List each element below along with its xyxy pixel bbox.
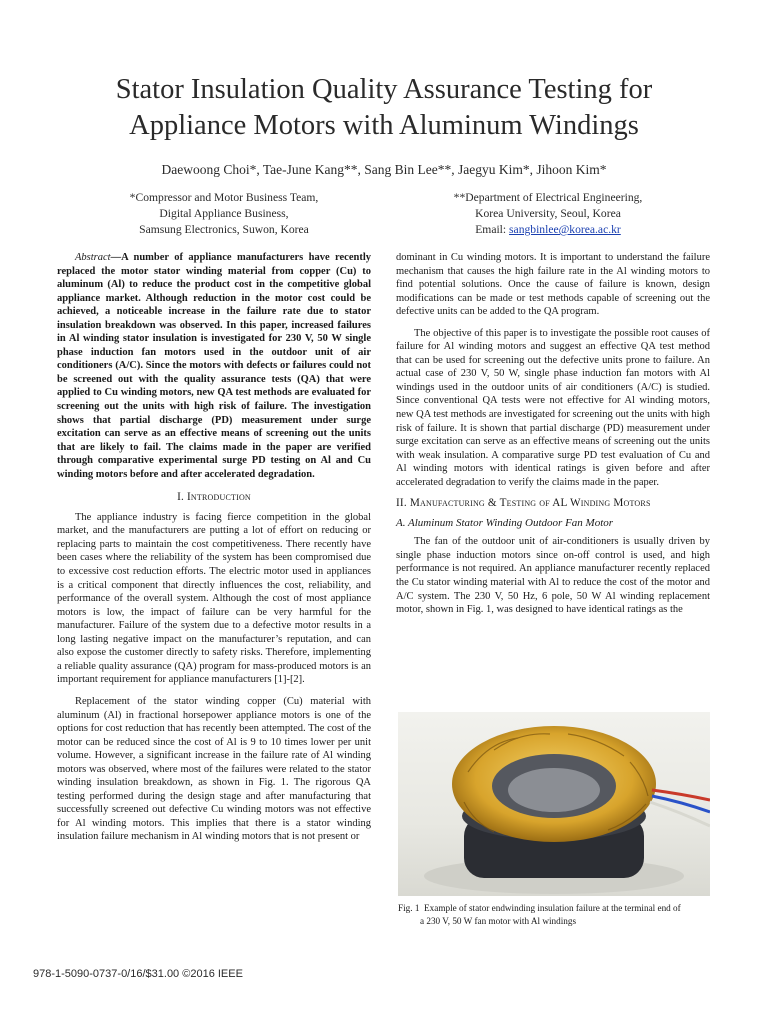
paragraph-continued: dominant in Cu winding motors. It is important to understand the failure mechanism that causes the high failure rate in the Al winding motors to find potential solutions. Once the cause of failure is known, design modifications can be made or test methods capable of screening out the defective units can be added to the QA program. [396, 252, 710, 318]
caption-line-2: a 230 V, 50 W fan motor with Al windings [420, 915, 577, 926]
affiliation-line: Digital Appliance Business, [159, 207, 289, 220]
abstract-dash: — [110, 252, 122, 263]
affiliation-line: *Compressor and Motor Business Team, [129, 191, 319, 204]
title-line-2: Appliance Motors with Aluminum Windings [129, 110, 639, 141]
affiliation-line: Samsung Electronics, Suwon, Korea [139, 223, 309, 236]
right-column [396, 251, 710, 625]
caption-line-1: Example of stator endwinding insulation failure at the terminal end of [424, 903, 681, 913]
stator-photo-illustration [398, 712, 710, 896]
affiliation-korea-university [418, 190, 678, 238]
email-link[interactable]: sangbinlee@korea.ac.kr [509, 223, 621, 236]
abstract-text: A number of appliance manufacturers have recently replaced the motor stator winding material from copper (Cu) to aluminum (Al) to reduce the product cost in the competitive global appliance market. Although reduction in the motor cost could be achieved, a noticeable increase in the failure rate due to stator insulation breakdown was observed. In this paper, increased failures in Al winding stator insulation is investigated for 230 V, 50 W single phase induction fan motors used in the outdoor unit of air conditioners (A/C). Since the motors with defects or failures could not be screened out with the quality assurance tests (QA) that were applied to Cu winding motors, new QA test methods are evaluated for screening out the units with high risk of failure. The investigation shows that partial discharge (PD) measurement under surge excitation can serve as an effective means of screening out the units that are likely to fail. The claims made in the paper are verified through comparative experimental surge PD testing on Al and Cu winding motors before and after accelerated degradation. [57, 252, 371, 480]
affiliation-line: **Department of Electrical Engineering, [453, 191, 643, 204]
figure-label: Fig. 1 [398, 903, 420, 913]
paragraph: Replacement of the stator winding copper (Cu) material with aluminum (Al) in fractional horsepower appliance motors is one of the options for cost reduction that has recently been attempted. The cost of the motor can be reduced since the cost of Al is 9 to 10 times lower per unit volume. However, a significant increase in the failure rate of Al winding motors was observed, where most of the failures were related to the stator winding insulation breakdown, as shown in Fig. 1. The rigorous QA testing performed during the design stage and after manufacturing that successfully screened out defective Cu winding motors was not effective for Al winding motors. This implies that there is a stator winding insulation failure mechanism in Al winding motors that is not present or [57, 695, 371, 843]
title-line-1: Stator Insulation Quality Assurance Testing for [115, 74, 653, 105]
figure-caption [398, 902, 710, 927]
author-list: Daewoong Choi*, Tae-June Kang**, Sang Bin Lee**, Jaegyu Kim*, Jihoon Kim* [161, 162, 607, 177]
email-line [418, 222, 678, 238]
affiliation-samsung [94, 190, 354, 238]
paper-title [40, 72, 728, 144]
footer-copyright: 978-1-5090-0737-0/16/$31.00 ©2016 IEEE [33, 968, 243, 980]
left-column [57, 251, 371, 852]
subsection-heading: A. Aluminum Stator Winding Outdoor Fan Motor [396, 516, 614, 529]
paragraph: The fan of the outdoor unit of air-conditioners is usually driven by single phase induction motors since on-off control is used, and high performance is not required. An appliance manufacturer recently replaced the Cu stator winding material with Al to reduce the cost of the motor and A/C system. The 230 V, 50 Hz, 6 pole, 50 W Al winding replacement motor, shown in Fig. 1, was designed to have identical ratings as the [396, 536, 710, 616]
figure-motor-photo [398, 712, 710, 896]
affiliation-line: Korea University, Seoul, Korea [475, 207, 621, 220]
section-heading-manufacturing: II. Manufacturing & Testing of AL Winding Motors [396, 497, 651, 510]
section-heading-introduction: I. Introduction [177, 491, 251, 504]
paragraph: The objective of this paper is to investigate the possible root causes of failure for Al winding motors and suggest an effective QA test method that can be used for screening out the defective units prone to failure. An actual case of 230 V, 50 W, single phase induction fan motors with Al windings used in the outdoor units of air conditioners (A/C) is studied. Since conventional QA tests were not effective for Al winding motors, new QA test methods are investigated for screening out the units with high risk of failure. It is shown that partial discharge (PD) measurement under surge excitation can serve as an effective means of screening out the units with weak insulation. A comparative surge PD test evaluation of Cu and Al winding motors with identical ratings is given before and after accelerated degradation to verify the claims made in the paper. [396, 327, 710, 488]
paragraph: The appliance industry is facing fierce competition in the global market, and the manufacturers are putting a lot of effort on reducing or replacing parts to maintain the cost competitiveness. There recently have been cases where the reliability of the system has been compromised due to excessive cost reduction efforts. The electric motor used in appliances is a critical component that directly influences the cost, reliability, and performance of the overall system. Although the cost of most appliance motors is low, the impact of failure can be very harmful for the manufacturer. Failure of the system due to a defective motor results in a long lasting negative impact on the manufacturer’s reputation, and can also expose the customer directly to safety risks. Therefore, implementing a reliable quality assurance (QA) program for mass-produced motors is an important requirement for appliance manufacturers [1]-[2]. [57, 511, 371, 686]
abstract [57, 251, 371, 481]
email-label: Email: [475, 223, 510, 236]
abstract-label: Abstract [75, 252, 111, 263]
